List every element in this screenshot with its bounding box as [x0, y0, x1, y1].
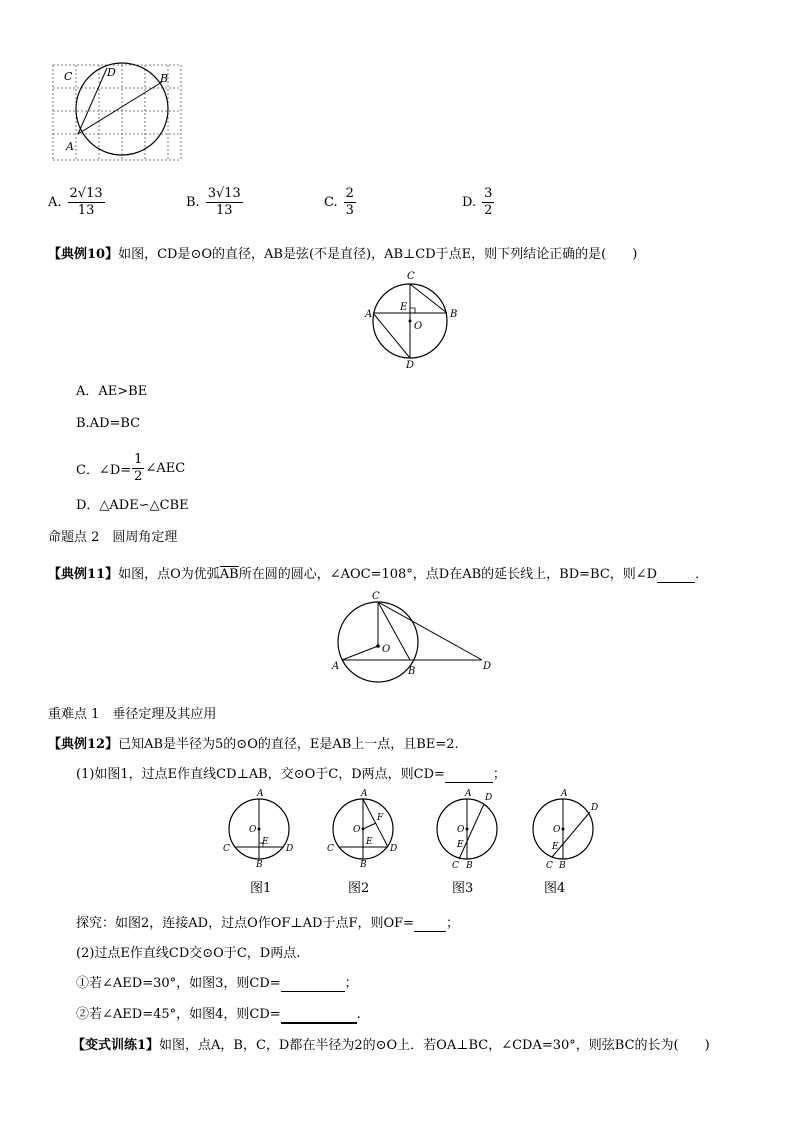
- svg-text:O: O: [457, 825, 465, 835]
- ex12-question: 【典例12】已知AB是半径为5的⊙O的直径，E是AB上一点，且BE=2.: [48, 737, 459, 752]
- ex12-q1: (1)如图1，过点E作直线CD⊥AB，交⊙O于C，D两点，则CD= ；: [76, 767, 506, 782]
- label-c: C: [64, 70, 73, 83]
- fig-caption-4: 图4: [544, 881, 566, 896]
- svg-text:E: E: [262, 837, 269, 847]
- label-d: D: [107, 66, 116, 79]
- label-b: B: [160, 72, 169, 85]
- ex12-q2a: ①若∠AED=30°，如图3，则CD= ；: [76, 976, 358, 991]
- svg-text:C: C: [546, 861, 553, 868]
- grid-circle-figure: [50, 62, 185, 162]
- svg-text:O: O: [553, 825, 561, 835]
- ex12-q2: (2)过点E作直线CD交⊙O于C，D两点.: [76, 946, 301, 961]
- option-b[interactable]: B. $\frac{3√13}{13}$: [186, 186, 241, 218]
- svg-text:B: B: [408, 666, 416, 677]
- svg-text:O: O: [414, 321, 423, 332]
- svg-text:C: C: [407, 271, 415, 282]
- ex12-fig4: [522, 786, 606, 868]
- svg-text:B: B: [360, 860, 367, 868]
- label-a: A: [66, 140, 74, 153]
- fig-caption-3: 图3: [452, 881, 474, 896]
- ex12-fig2: [322, 786, 406, 868]
- ex12-fig1: [218, 786, 302, 868]
- section-heading-2: 命题点 2 圆周角定理: [48, 530, 178, 545]
- svg-text:D: D: [390, 844, 398, 854]
- ex11-figure: [330, 590, 500, 688]
- svg-text:O: O: [249, 825, 257, 835]
- ex10-option-b[interactable]: B.AD=BC: [76, 416, 141, 431]
- svg-text:C: C: [223, 844, 230, 854]
- ex12-fig3: [426, 786, 510, 868]
- svg-text:B: B: [256, 860, 263, 868]
- svg-text:A: A: [257, 789, 264, 799]
- svg-text:A: A: [465, 789, 472, 799]
- ex12-explore: 探究：如图2，连接AD，过点O作OF⊥AD于点F，则OF= ；: [76, 916, 460, 931]
- svg-text:A: A: [361, 789, 368, 799]
- svg-text:E: E: [552, 842, 559, 852]
- ex10-option-c[interactable]: C．∠D= $\frac{1}{2}$ ∠AEC: [76, 452, 186, 484]
- ex10-figure: [362, 268, 462, 372]
- svg-text:C: C: [327, 844, 334, 854]
- svg-text:B: B: [450, 309, 458, 320]
- svg-text:O: O: [382, 644, 391, 655]
- svg-text:D: D: [485, 793, 493, 803]
- svg-text:D: D: [406, 360, 415, 371]
- section-heading-3: 重难点 1 垂径定理及其应用: [48, 707, 217, 722]
- option-d[interactable]: D. $\frac{3}{2}$: [462, 186, 493, 218]
- fig-caption-1: 图1: [250, 881, 272, 896]
- svg-text:A: A: [332, 661, 340, 672]
- ex10-option-d[interactable]: D．△ADE∽△CBE: [76, 498, 189, 513]
- ex11-question: 【典例11】如图，点O为优弧$\overline{AB}$所在圆的圆心，∠AOC=108°，点D在AB的延长线上，BD=BC，则∠D ．: [48, 567, 709, 582]
- svg-text:E: E: [366, 837, 373, 847]
- ex12-q2b: ②若∠AED=45°，如图4，则CD= .: [76, 1007, 361, 1022]
- svg-text:D: D: [286, 844, 294, 854]
- option-c[interactable]: C. $\frac{2}{3}$: [324, 186, 354, 218]
- svg-text:D: D: [483, 661, 492, 672]
- fig-caption-2: 图2: [348, 881, 370, 896]
- option-a[interactable]: A. $\frac{2√13}{13}$: [48, 186, 103, 218]
- svg-text:C: C: [452, 861, 459, 868]
- var1-question: 【变式训练1】如图，点A，B，C，D都在半径为2的⊙O上．若OA⊥BC，∠CDA=30°，则弦BC的长为( ): [72, 1038, 710, 1053]
- svg-text:A: A: [561, 789, 568, 799]
- svg-text:E: E: [400, 302, 408, 313]
- ex10-option-a[interactable]: A．AE>BE: [76, 384, 148, 399]
- ex10-question: 【典例10】如图，CD是⊙O的直径，AB是弦(不是直径)，AB⊥CD于点E，则下列结论正确的是( ): [48, 247, 638, 262]
- svg-text:E: E: [457, 840, 464, 850]
- svg-text:A: A: [365, 309, 373, 320]
- svg-text:C: C: [372, 591, 380, 602]
- svg-text:O: O: [353, 825, 361, 835]
- svg-text:F: F: [377, 813, 384, 823]
- svg-text:B: B: [466, 861, 473, 868]
- svg-text:D: D: [591, 803, 599, 813]
- svg-text:B: B: [559, 861, 566, 868]
